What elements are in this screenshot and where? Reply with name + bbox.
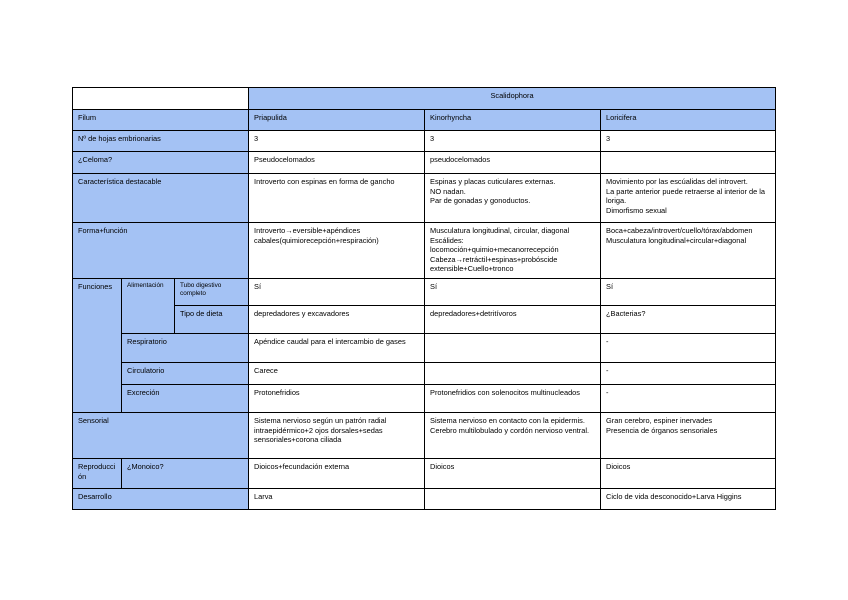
table-cell: Larva xyxy=(249,489,425,510)
table-row xyxy=(73,174,776,223)
row-label: Funciones xyxy=(73,279,122,413)
table-cell: Musculatura longitudinal, circular, diagonal Escálides: locomoción+quimio+mecanorrecepción Cabeza→retráctil+espinas+probóscide extensible+Cuello+tronco xyxy=(425,223,601,279)
table-cell xyxy=(425,334,601,363)
row-sublabel: Tubo digestivo completo xyxy=(175,279,249,306)
table-cell: - xyxy=(601,363,776,385)
row-label: Forma+función xyxy=(73,223,249,279)
row-sublabel: Tipo de dieta xyxy=(175,306,249,334)
table-cell: Espinas y placas cuticulares externas. NO nadan. Par de gonadas y gonoductos. xyxy=(425,174,601,223)
row-sublabel: Circulatorio xyxy=(122,363,249,385)
table-cell: depredadores y excavadores xyxy=(249,306,425,334)
table-cell: Gran cerebro, espiner inervades Presencia de órganos sensoriales xyxy=(601,413,776,459)
table-row xyxy=(73,385,776,413)
table-cell: Pseudocelomados xyxy=(249,152,425,174)
row-sublabel: Alimentación xyxy=(122,279,175,334)
table-row xyxy=(73,223,776,279)
table-cell xyxy=(425,489,601,510)
table-cell: depredadores+detritívoros xyxy=(425,306,601,334)
table-cell xyxy=(425,363,601,385)
row-sublabel: ¿Monoico? xyxy=(122,459,249,489)
table-cell: Introverto con espinas en forma de gancho xyxy=(249,174,425,223)
table-row xyxy=(73,459,776,489)
row-label: ¿Celoma? xyxy=(73,152,249,174)
table-cell: Carece xyxy=(249,363,425,385)
row-label: Reproducción xyxy=(73,459,122,489)
table-row xyxy=(73,306,776,334)
row-label: Desarrollo xyxy=(73,489,249,510)
table-cell: Apéndice caudal para el intercambio de gases xyxy=(249,334,425,363)
phylum-header: Kinorhyncha xyxy=(425,110,601,131)
table-row xyxy=(73,152,776,174)
table-row xyxy=(73,88,776,110)
row-label: Nº de hojas embrionarias xyxy=(73,131,249,152)
table-cell: - xyxy=(601,334,776,363)
table-row xyxy=(73,334,776,363)
table-cell: Sí xyxy=(249,279,425,306)
table-cell: Dioicos+fecundación externa xyxy=(249,459,425,489)
table-cell: 3 xyxy=(601,131,776,152)
table-cell: Dioicos xyxy=(601,459,776,489)
empty-corner-cell xyxy=(73,88,249,110)
table-cell: Protonefridios xyxy=(249,385,425,413)
table-cell: Introverto→eversible+apéndices cabales(quimiorecepción+respiración) xyxy=(249,223,425,279)
table-cell: Sí xyxy=(601,279,776,306)
row-sublabel: Excreción xyxy=(122,385,249,413)
row-sublabel: Respiratorio xyxy=(122,334,249,363)
row-label: Sensorial xyxy=(73,413,249,459)
phylum-header: Priapulida xyxy=(249,110,425,131)
table-cell xyxy=(601,152,776,174)
comparison-table xyxy=(72,87,776,510)
group-header: Scalidophora xyxy=(249,88,776,110)
table-cell: Protonefridios con solenocitos multinucleados xyxy=(425,385,601,413)
table-row xyxy=(73,279,776,306)
table-row xyxy=(73,110,776,131)
table-cell: Sistema nervioso según un patrón radial intraepidérmico+2 ojos dorsales+sedas sensoriales+corona ciliada xyxy=(249,413,425,459)
table-cell: Sí xyxy=(425,279,601,306)
table-cell: Boca+cabeza/introvert/cuello/tórax/abdomen Musculatura longitudinal+circular+diagonal xyxy=(601,223,776,279)
table-row xyxy=(73,363,776,385)
table-cell: - xyxy=(601,385,776,413)
table-cell: Dioicos xyxy=(425,459,601,489)
table-row xyxy=(73,489,776,510)
table-cell: pseudocelomados xyxy=(425,152,601,174)
table-row xyxy=(73,131,776,152)
row-label: Característica destacable xyxy=(73,174,249,223)
table-row xyxy=(73,413,776,459)
table-cell: 3 xyxy=(425,131,601,152)
table-cell: Sistema nervioso en contacto con la epidermis. Cerebro multilobulado y cordón nervioso ventral. xyxy=(425,413,601,459)
table-cell: Movimiento por las escúalidas del introvert. La parte anterior puede retraerse al interior de la loriga. Dimorfismo sexual xyxy=(601,174,776,223)
table-cell: Ciclo de vida desconocido+Larva Higgins xyxy=(601,489,776,510)
row-label: Filum xyxy=(73,110,249,131)
table-cell: 3 xyxy=(249,131,425,152)
table-cell: ¿Bacterias? xyxy=(601,306,776,334)
phylum-header: Loricifera xyxy=(601,110,776,131)
